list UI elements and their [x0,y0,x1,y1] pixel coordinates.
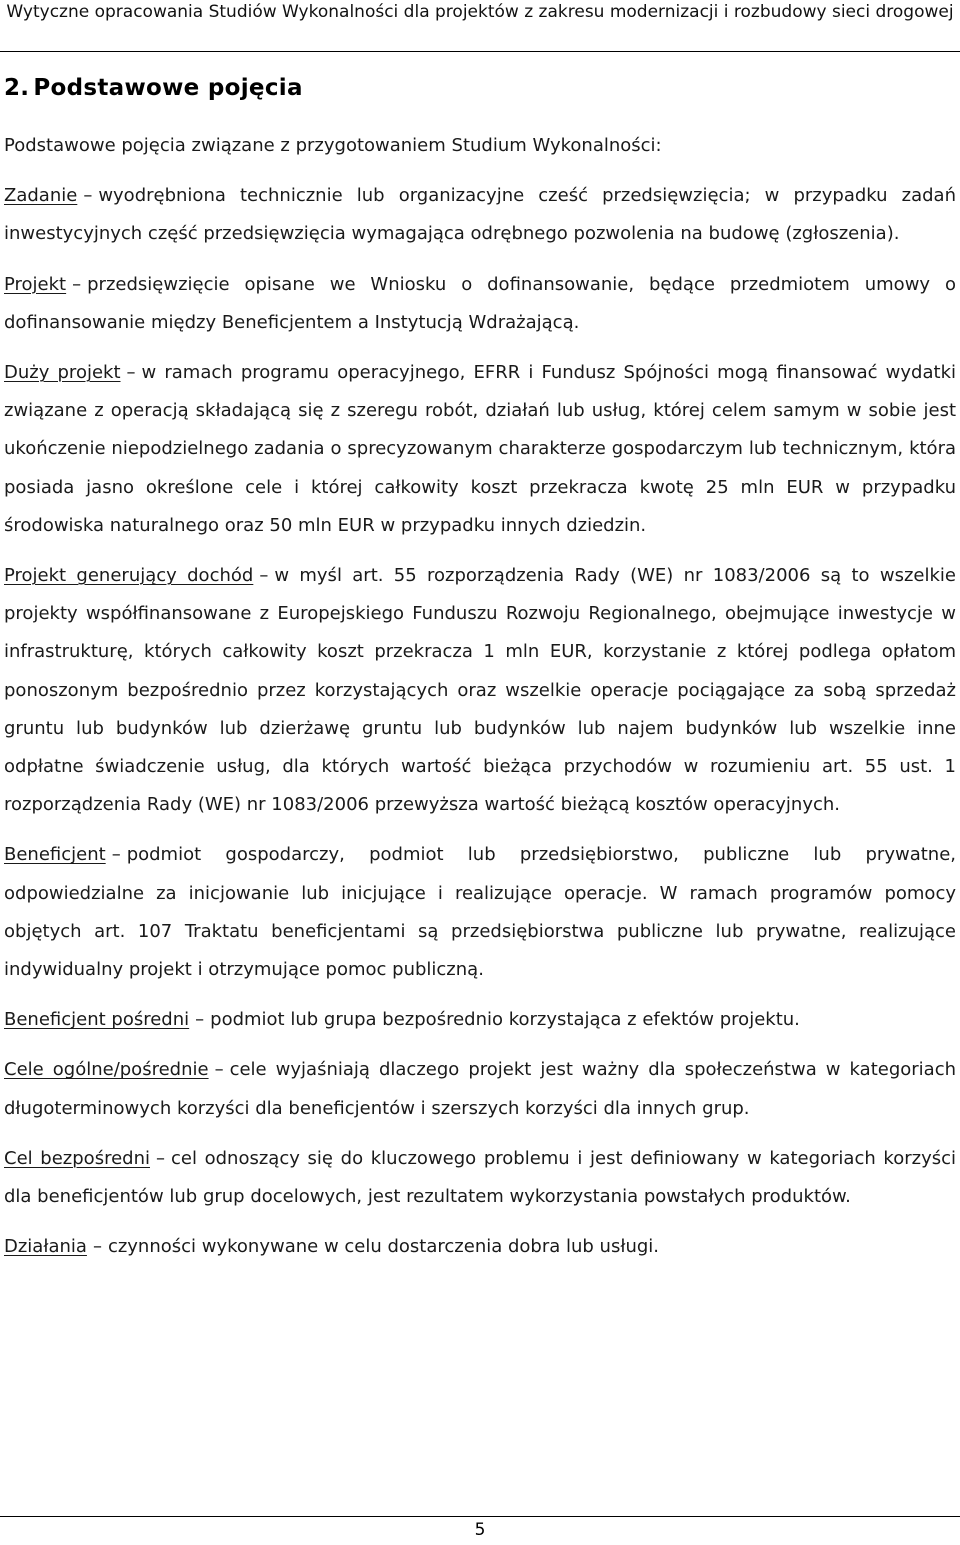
definition-beneficjent-posredni [4,1001,956,1039]
definition-dash: – [155,1147,165,1169]
definition-term: Zadanie [4,185,78,207]
definition-term: Projekt generujący dochód [4,565,254,587]
definition-dash: – [214,1059,224,1081]
definition-text: podmiot lub grupa bezpośrednio korzystająca z efektów projektu. [210,1009,800,1031]
definition-dash: – [195,1009,205,1031]
definition-projekt-generujacy-dochod [4,557,956,824]
definition-text: cel odnoszący się do kluczowego problemu i jest definiowany w kategoriach korzyści dla beneficjentów lub grup docelowych, jest rezultatem wykorzystania powstałych produktów. [4,1147,956,1208]
definition-text: podmiot gospodarczy, podmiot lub przedsiębiorstwo, publiczne lub prywatne, odpowiedzialne za inicjowanie lub inicjujące i realizujące operacje. W ramach programów pomocy objętych art. 107 Traktatu beneficjentami są przedsiębiorstwa publiczne lub prywatne, realizujące indywidualny projekt i otrzymujące pomoc publiczną. [4,844,956,981]
definition-text: cele wyjaśniają dlaczego projekt jest ważny dla społeczeństwa w kategoriach długoterminowych korzyści dla beneficjentów i szerszych korzyści dla innych grup. [4,1059,956,1119]
definition-dash: – [126,362,136,384]
page-number: 5 [474,1520,486,1540]
definition-dash: – [92,1236,102,1258]
footer-rule [0,1516,960,1517]
content [4,127,956,1278]
definition-term: Cel bezpośredni [4,1147,150,1169]
definition-dash: – [111,844,121,866]
running-header: Wytyczne opracowania Studiów Wykonalności dla projektów z zakresu modernizacji i rozbudowy sieci drogowej [6,2,954,22]
definition-dash: – [259,565,269,587]
definition-projekt [4,266,956,342]
definition-dash: – [72,273,82,295]
definition-zadanie [4,177,956,253]
definition-term: Cele ogólne/pośrednie [4,1059,209,1081]
definition-cele-ogolne [4,1051,956,1127]
definition-term: Duży projekt [4,362,121,384]
definition-text: w myśl art. 55 rozporządzenia Rady (WE) nr 1083/2006 są to wszelkie projekty współfinansowane z Europejskiego Funduszu Rozwoju Regionalnego, obejmujące inwestycje w infrastrukturę, których całkowity koszt przekracza 1 mln EUR, korzystanie z której podlega opłatom ponoszonym bezpośrednio przez korzystających oraz wszelkie operacje pociągające za sobą sprzedaż gruntu lub budynków lub dzierżawę gruntu lub budynków lub najem budynków lub wszelkie inne odpłatne świadczenie usług, dla których wartość bieżąca przychodów w rozumieniu art. 55 ust. 1 rozporządzenia Rady (WE) nr 1083/2006 przewyższa wartość bieżącą kosztów operacyjnych. [4,565,957,816]
definition-term: Projekt [4,273,67,295]
definition-dash: – [83,185,93,207]
definition-dzialania [4,1228,956,1266]
definition-cel-bezposredni [4,1140,956,1216]
definition-text: wyodrębniona technicznie lub organizacyjne cześć przedsięwzięcia; w przypadku zadań inwestycyjnych część przedsięwzięcia wymagająca odrębnego pozwolenia na budowę (zgłoszenia). [4,185,956,245]
definition-term: Beneficjent pośredni [4,1009,190,1031]
definition-duzy-projekt [4,354,956,545]
intro-paragraph: Podstawowe pojęcia związane z przygotowaniem Studium Wykonalności: [4,135,662,156]
section-title [4,72,303,104]
header-rule [0,51,960,52]
definition-text: w ramach programu operacyjnego, EFRR i Fundusz Spójności mogą finansować wydatki związane z operacją składającą się z szeregu robót, działań lub usług, której celem samym w sobie jest ukończenie niepodzielnego zadania o sprecyzowanym charakterze gospodarczym lub technicznym, która posiada jasno określone cele i której całkowity koszt przekracza kwotę 25 mln EUR w przypadku środowiska naturalnego oraz 50 mln EUR w przypadku innych dziedzin. [4,362,956,536]
section-number: 2. [4,75,30,101]
definition-text: przedsięwzięcie opisane we Wniosku o dofinansowanie, będące przedmiotem umowy o dofinansowanie między Beneficjentem a Instytucją Wdrażającą. [4,273,956,333]
definition-beneficjent [4,836,956,989]
definition-text: czynności wykonywane w celu dostarczenia dobra lub usługi. [107,1236,660,1258]
definition-term: Beneficjent [4,844,106,866]
definition-term: Działania [4,1236,87,1258]
section-title-text: Podstawowe pojęcia [33,75,303,101]
